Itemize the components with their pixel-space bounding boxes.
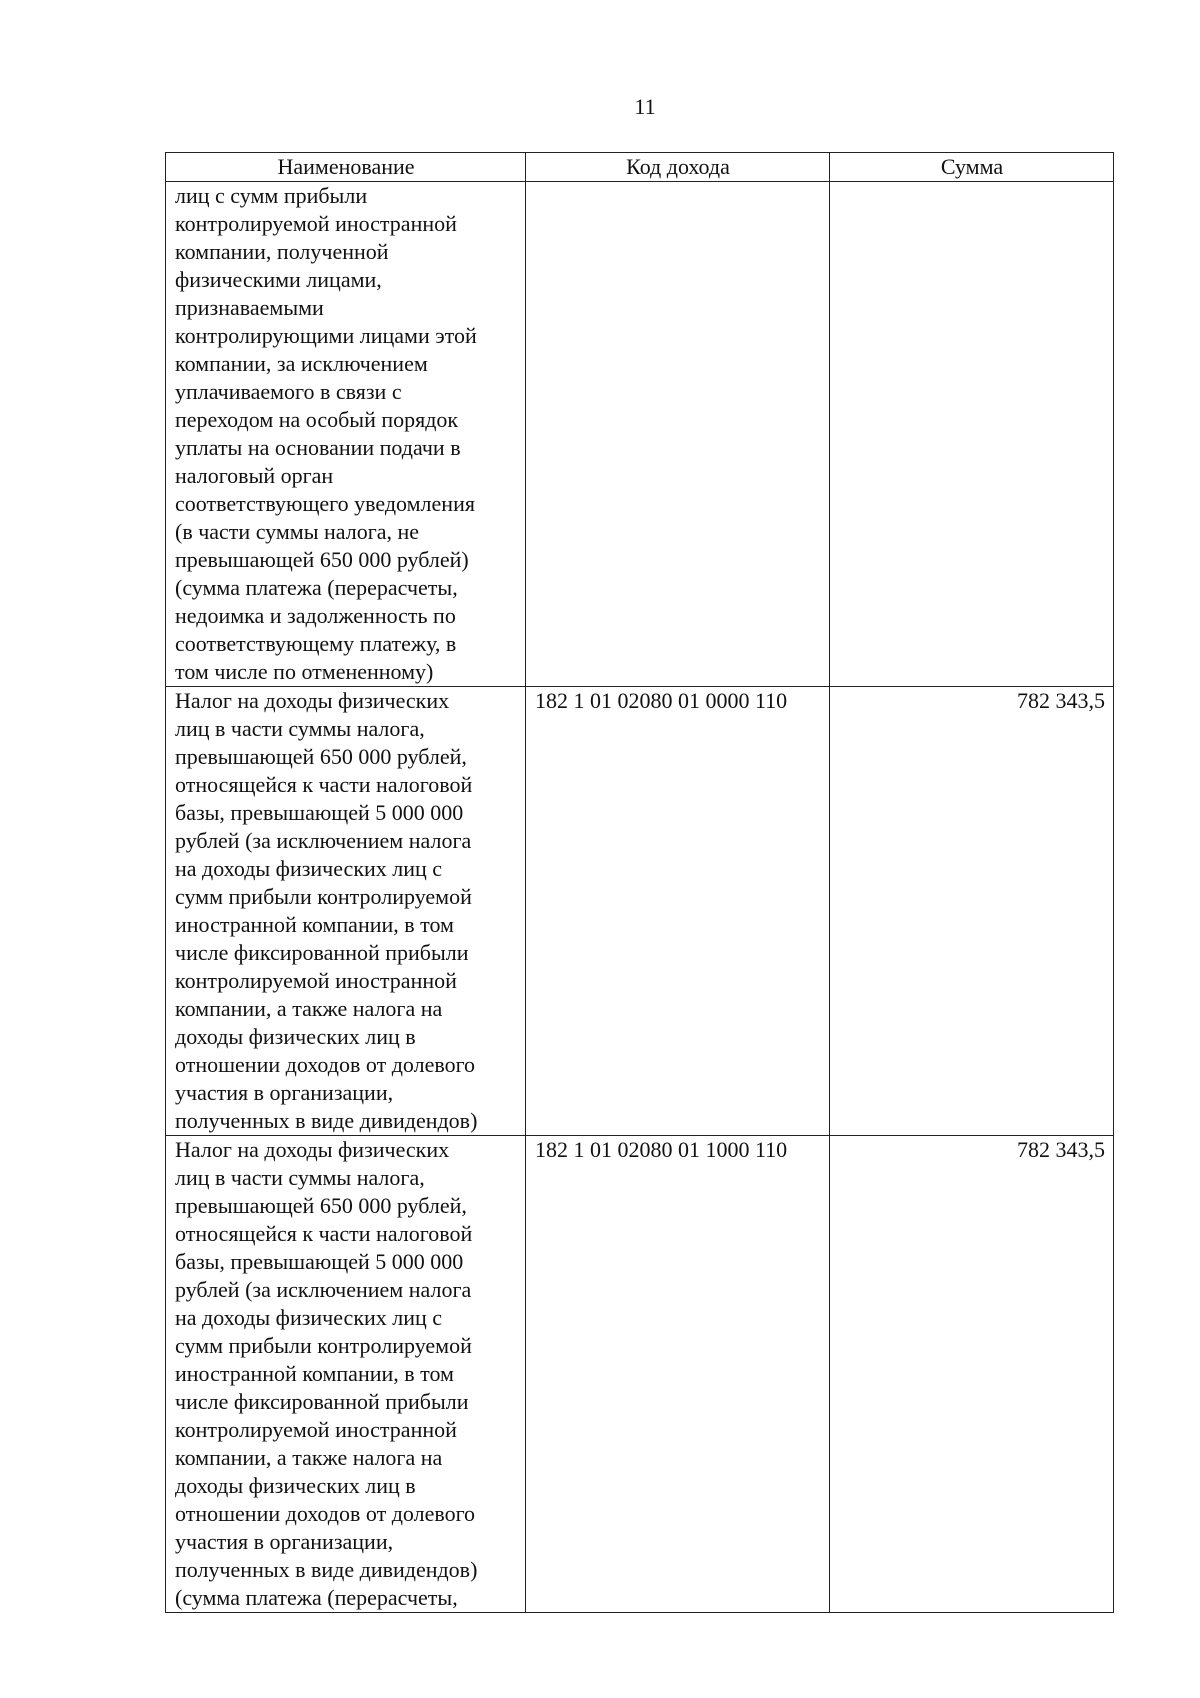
table-row	[166, 1136, 1114, 1613]
page-number: 11	[634, 94, 656, 119]
table-row	[166, 687, 1114, 1136]
row-sum-cell	[830, 182, 1114, 687]
header-sum: Сумма	[830, 153, 1114, 182]
row-code-cell: 182 1 01 02080 01 0000 110	[526, 687, 830, 1136]
row-sum-cell: 782 343,5	[830, 1136, 1114, 1613]
row-code-cell	[526, 182, 830, 687]
header-name: Наименование	[166, 153, 526, 182]
header-code: Код дохода	[526, 153, 830, 182]
row-name-cell: Налог на доходы физических лиц в части суммы налога, превышающей 650 000 рублей, относящейся к части налоговой базы, превышающей 5 000 000 рублей (за исключением налога на доходы физических лиц с сумм прибыли контролируемой иностранной компании, в том числе фиксированной прибыли контролируемой иностранной компании, а также налога на доходы физических лиц в отношении доходов от долевого участия в организации, полученных в виде дивидендов) (сумма платежа (перерасчеты,	[166, 1136, 526, 1613]
row-code-cell: 182 1 01 02080 01 1000 110	[526, 1136, 830, 1613]
table-header-row	[166, 153, 1114, 182]
table-row	[166, 182, 1114, 687]
income-table	[165, 152, 1114, 1613]
row-name-cell: лиц с сумм прибыли контролируемой иностранной компании, полученной физическими лицами, признаваемыми контролирующими лицами этой компании, за исключением уплачиваемого в связи с переходом на особый порядок уплаты на основании подачи в налоговый орган соответствующего уведомления (в части суммы налога, не превышающей 650 000 рублей) (сумма платежа (перерасчеты, недоимка и задолженность по соответствующему платежу, в том числе по отмененному)	[166, 182, 526, 687]
row-name-cell: Налог на доходы физических лиц в части суммы налога, превышающей 650 000 рублей, относящейся к части налоговой базы, превышающей 5 000 000 рублей (за исключением налога на доходы физических лиц с сумм прибыли контролируемой иностранной компании, в том числе фиксированной прибыли контролируемой иностранной компании, а также налога на доходы физических лиц в отношении доходов от долевого участия в организации, полученных в виде дивидендов)	[166, 687, 526, 1136]
row-sum-cell: 782 343,5	[830, 687, 1114, 1136]
